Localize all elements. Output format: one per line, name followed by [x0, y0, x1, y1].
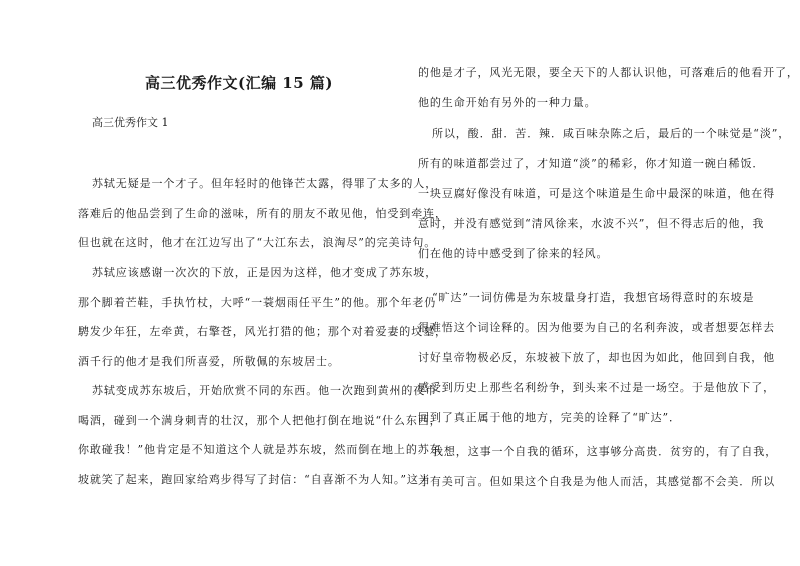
text-line: 苏轼无疑是一个才子。但年轻时的他锋芒太露，得罪了太多的人， — [92, 177, 438, 190]
text-line: 喝酒，碰到一个满身刺青的壮汉，那个人把他打倒在地说“什么东西， — [78, 414, 442, 427]
section-heading: 高三优秀作文 1 — [92, 116, 169, 129]
text-line: 酒千行的他才是我们所喜爱，所敬佩的东坡居士。 — [78, 355, 340, 368]
text-line: 所以，酸．甜．苦．辣．咸百味杂陈之后，最后的一个味觉是“淡”， — [432, 127, 791, 140]
text-line: 意时，并没有感觉到“清风徐来，水波不兴”，但不得志后的他，我 — [418, 217, 765, 230]
text-line: 你敢碰我！”他肯定是不知道这个人就是苏东坡，然而倒在地上的苏东 — [78, 443, 442, 456]
text-line: 落难后的他品尝到了生命的滋味，所有的朋友不敢见他，怕受到牵连， — [78, 207, 447, 220]
text-line: “旷达”一词仿佛是为东坡量身打造，我想官场得意时的东坡是 — [432, 291, 755, 304]
text-line: 我想，这事一个自我的循环，这事够分高贵．贫穷的，有了自我， — [432, 445, 778, 458]
text-line: 才有美可言。但如果这个自我是为他人而活，其感觉都不会美．所以 — [418, 475, 775, 488]
text-line: 所有的味道都尝过了，才知道“淡”的稀彩，你才知道一碗白稀饭． — [418, 157, 765, 170]
text-line: 们在他的诗中感受到了徐来的轻风。 — [418, 247, 609, 260]
text-line: 很难悟这个词诠释的。因为他要为自己的名利奔波，或者想要怎样去 — [418, 321, 775, 334]
document-title: 高三优秀作文(汇编 15 篇) — [144, 74, 333, 92]
text-line: 讨好皇帝物极必反，东坡被下放了，却也因为如此，他回到自我，他 — [418, 351, 775, 364]
text-line: 但也就在这时，他才在江边写出了“大江东去，浪淘尽”的完美诗句。 — [78, 236, 437, 249]
text-line: 苏轼变成苏东坡后，开始欣赏不同的东西。他一次跑到黄州的夜市 — [92, 384, 438, 397]
text-line: 苏轼应该感谢一次次的下放，正是因为这样，他才变成了苏东坡， — [92, 266, 438, 279]
text-line: 回到了真正属于他的地方，完美的诠释了“旷达”． — [418, 411, 681, 424]
text-line: 他的生命开始有另外的一种力量。 — [418, 96, 597, 109]
text-line: 的他是才子，风光无限，要全天下的人都认识他，可落难后的他看开了， — [418, 66, 799, 79]
text-line: 一块豆腐好像没有味道，可是这个味道是生命中最深的味道，他在得 — [418, 187, 775, 200]
text-line: 坡就笑了起来，跑回家给鸡步得写了封信：“自喜渐不为人知。”这当 — [78, 473, 431, 486]
text-line: 騁发少年狂，左牵黄，右擎苍，风光打猎的他；那个对着爱妻的坟墓， — [78, 325, 447, 338]
text-line: 感受到历史上那些名利纷争，到头来不过是一场空。于是他放下了， — [418, 381, 775, 394]
text-line: 那个脚着芒鞋，手执竹杖，大呼“一蓑烟雨任平生”的他。那个年老仍 — [78, 296, 437, 309]
